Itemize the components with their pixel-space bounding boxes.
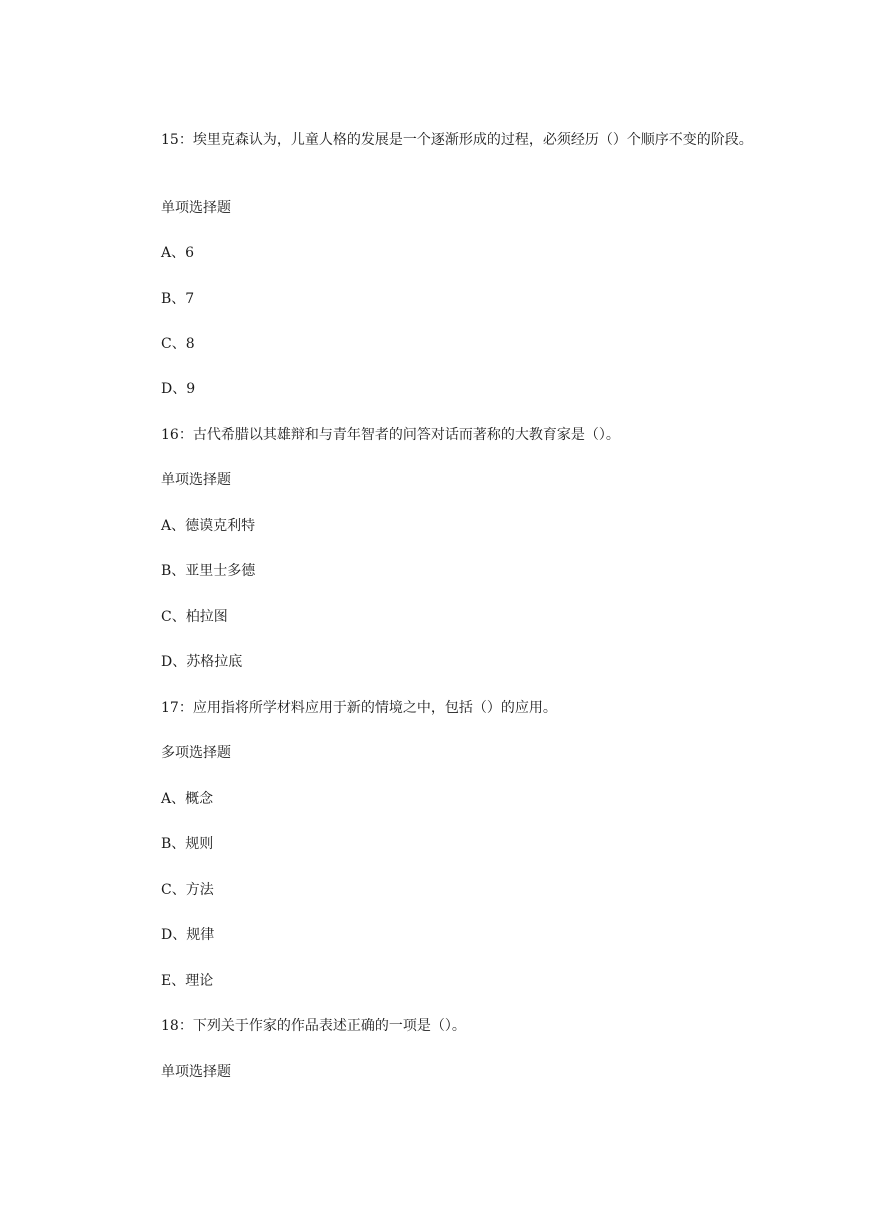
question-16-option-d: D、苏格拉底 (161, 654, 243, 670)
question-15-option-b: B、7 (161, 291, 195, 307)
question-18-type: 单项选择题 (161, 1064, 231, 1080)
question-17-stem: 17：应用指将所学材料应用于新的情境之中，包括（）的应用。 (161, 700, 557, 716)
question-17-option-b: B、规则 (161, 836, 214, 852)
question-17-option-c: C、方法 (161, 882, 214, 898)
question-16-option-a: A、德谟克利特 (161, 518, 256, 534)
question-18-stem: 18：下列关于作家的作品表述正确的一项是（）。 (161, 1018, 466, 1034)
question-16-stem: 16：古代希腊以其雄辩和与青年智者的问答对话而著称的大教育家是（）。 (161, 427, 620, 443)
question-15-stem: 15：埃里克森认为，儿童人格的发展是一个逐渐形成的过程，必须经历（）个顺序不变的阶段。 (161, 132, 753, 148)
question-15-option-d: D、9 (161, 381, 196, 397)
question-16-type: 单项选择题 (161, 472, 231, 488)
question-15-option-c: C、8 (161, 336, 195, 352)
question-17-option-a: A、概念 (161, 791, 214, 807)
question-16-option-c: C、柏拉图 (161, 609, 228, 625)
question-15-type: 单项选择题 (161, 200, 231, 216)
question-17-option-d: D、规律 (161, 927, 215, 943)
question-16-option-b: B、亚里士多德 (161, 563, 256, 579)
question-15-option-a: A、6 (161, 245, 195, 261)
question-17-option-e: E、理论 (161, 973, 214, 989)
question-17-type: 多项选择题 (161, 745, 231, 761)
